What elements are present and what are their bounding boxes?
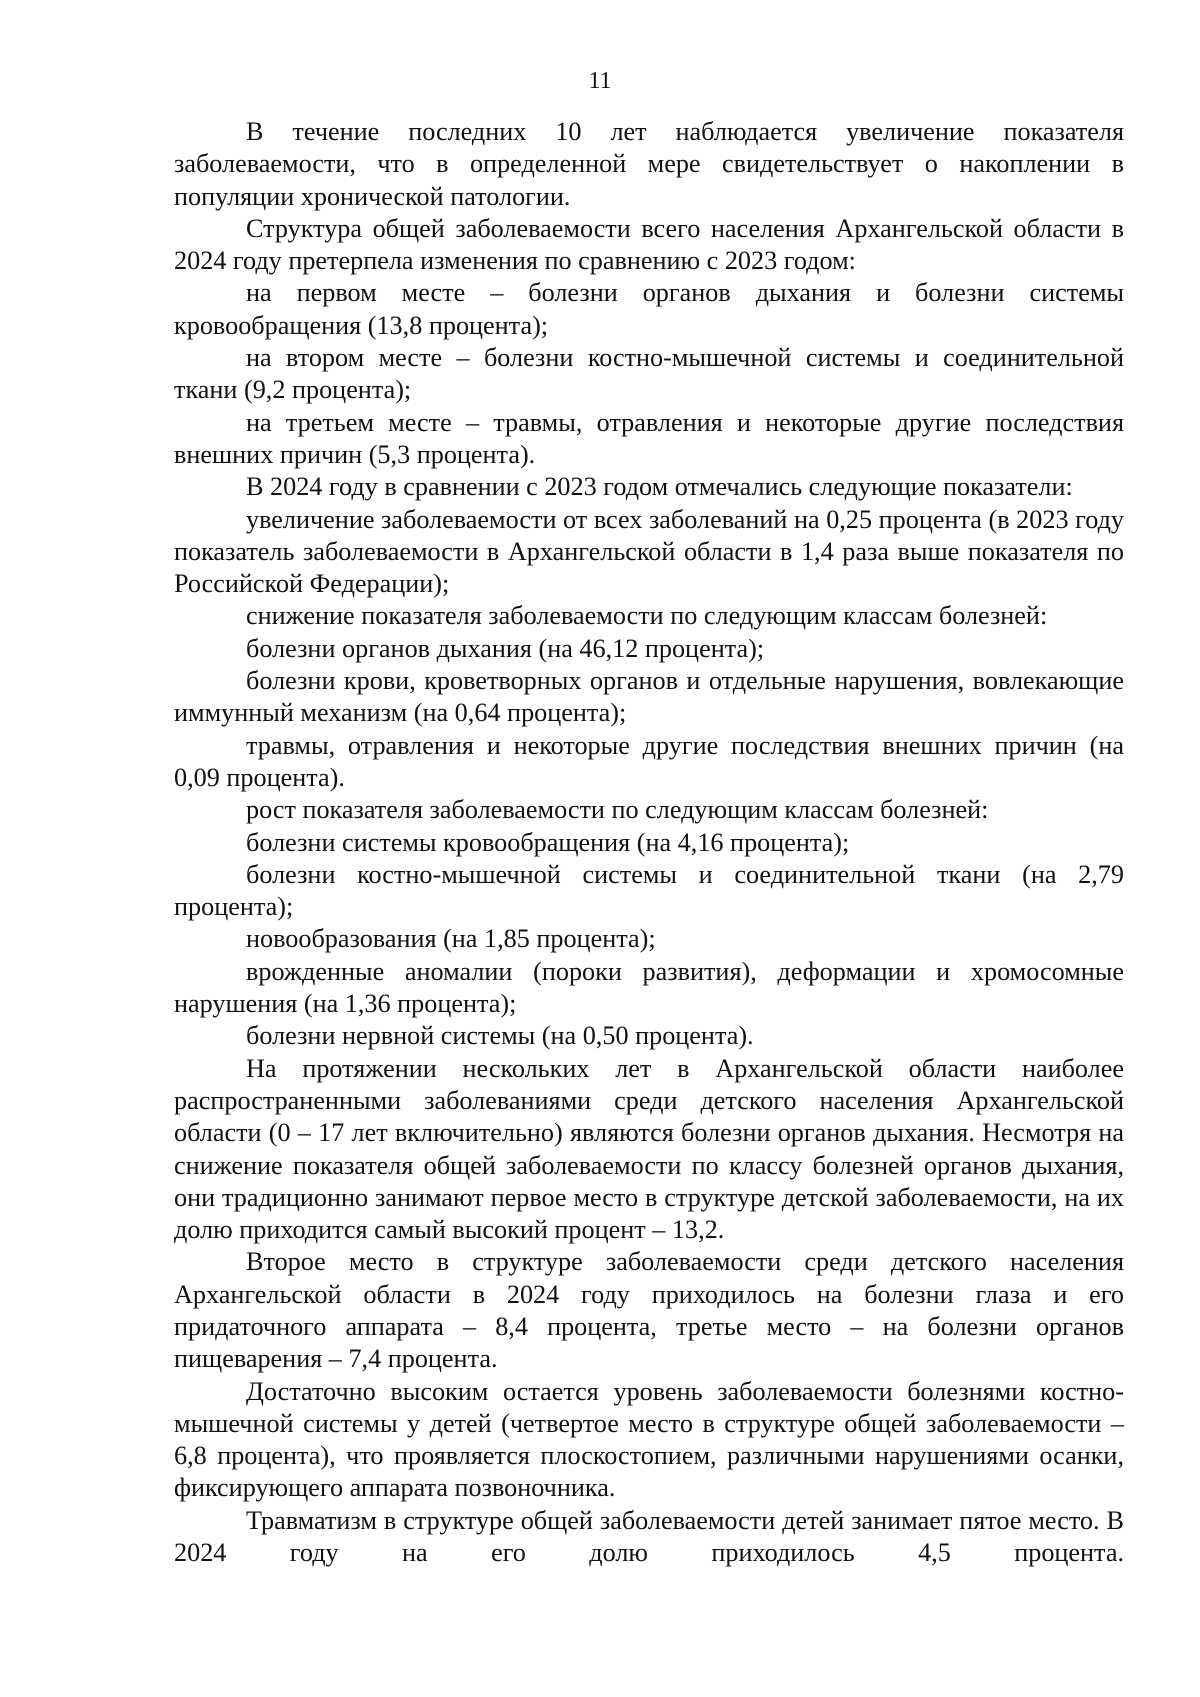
paragraph: На протяжении нескольких лет в Архангельской области наиболее распространенными заболеваниями среди детского населения Архангельской области (0 – 17 лет включительно) являются болезни органов дыхания. Несмотря на снижение показателя общей заболеваемости по классу болезней органов дыхания, они традиционно занимают первое место в структуре детской заболеваемости, на их долю приходится самый высокий процент – 13,2. <box>174 1053 1124 1245</box>
paragraph: снижение показателя заболеваемости по следующим классам болезней: <box>246 601 1048 631</box>
paragraph: увеличение заболеваемости от всех заболеваний на 0,25 процента (в 2023 году показатель заболеваемости в Архангельской области в 1,4 раза выше показателя по Российской Федерации); <box>174 504 1124 599</box>
paragraph: болезни нервной системы (на 0,50 процента). <box>246 1021 754 1051</box>
paragraph: болезни органов дыхания (на 46,12 процента); <box>246 633 765 663</box>
paragraph: новообразования (на 1,85 процента); <box>246 924 656 954</box>
paragraph: Достаточно высоким остается уровень заболеваемости болезнями костно-мышечной системы у детей (четвертое место в структуре общей заболеваемости – 6,8 процента), что проявляется плоскостопием, различными нарушениями осанки, фиксирующего аппарата позвоночника. <box>174 1376 1124 1503</box>
page-number: 11 <box>588 68 612 94</box>
paragraph: на втором месте – болезни костно-мышечной системы и соединительной ткани (9,2 процента); <box>174 343 1124 405</box>
paragraph: травмы, отравления и некоторые другие последствия внешних причин (на 0,09 процента). <box>174 730 1124 792</box>
paragraph: врожденные аномалии (пороки развития), деформации и хромосомные нарушения (на 1,36 процента); <box>174 956 1124 1019</box>
paragraph: болезни системы кровообращения (на 4,16 процента); <box>246 827 850 857</box>
paragraph: В 2024 году в сравнении с 2023 годом отмечались следующие показатели: <box>246 472 1073 502</box>
paragraph: на первом месте – болезни органов дыхания и болезни системы кровообращения (13,8 процента); <box>174 278 1124 340</box>
document-body <box>174 116 1124 1569</box>
paragraph: на третьем месте – травмы, отравления и некоторые другие последствия внешних причин (5,3 процента). <box>174 407 1124 469</box>
paragraph: рост показателя заболеваемости по следующим классам болезней: <box>246 795 989 825</box>
paragraph: болезни костно-мышечной системы и соединительной ткани (на 2,79 процента); <box>174 859 1124 922</box>
paragraph: болезни крови, кроветворных органов и отдельные нарушения, вовлекающие иммунный механизм (на 0,64 процента); <box>174 666 1124 728</box>
paragraph: Травматизм в структуре общей заболеваемости детей занимает пятое место. В 2024 году на его долю приходилось 4,5 процента. <box>174 1505 1124 1568</box>
paragraph: Структура общей заболеваемости всего населения Архангельской области в 2024 году претерпела изменения по сравнению с 2023 годом: <box>174 213 1124 276</box>
paragraph: В течение последних 10 лет наблюдается увеличение показателя заболеваемости, что в определенной мере свидетельствует о накоплении в популяции хронической патологии. <box>174 117 1124 211</box>
paragraph: Второе место в структуре заболеваемости среди детского населения Архангельской области в 2024 году приходилось на болезни глаза и его придаточного аппарата – 8,4 процента, третье место – на болезни органов пищеварения – 7,4 процента. <box>174 1247 1124 1374</box>
